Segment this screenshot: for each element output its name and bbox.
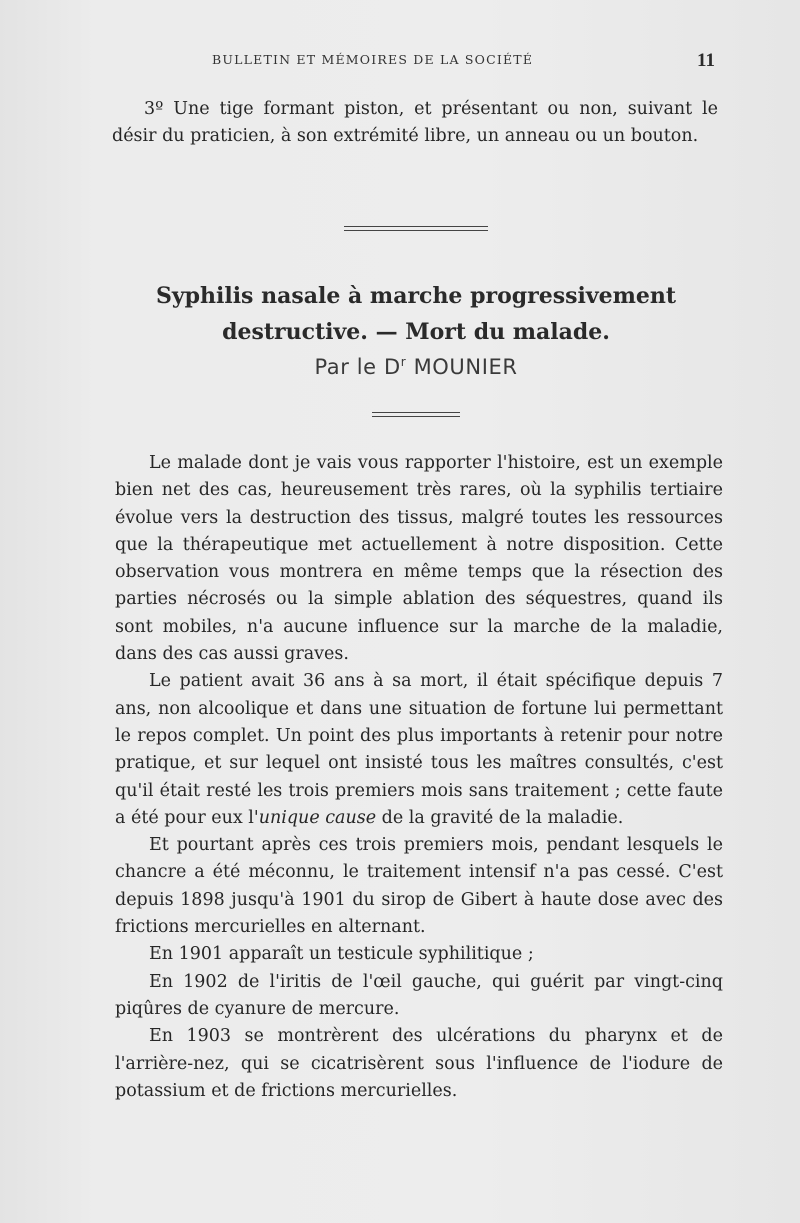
running-head: BULLETIN ET MÉMOIRES DE LA SOCIÉTÉ <box>212 52 534 67</box>
italic-phrase: unique cause <box>258 807 377 828</box>
byline-author: MOUNIER <box>406 355 518 379</box>
intro-paragraph: 3º Une tige formant piston, et présentant ou non, suivant le désir du praticien, à son extrémité libre, un anneau ou un bouton. <box>112 99 718 146</box>
body-paragraph: Et pourtant après ces trois premiers mois, pendant lesquels le chancre a été méconnu, le traitement intensif n'a pas cessé. C'est depuis 1898 jusqu'à 1901 du sirop de Gibert à haute dose avec des frictions mercurielles en alternant. <box>115 835 723 938</box>
article-byline <box>112 355 720 379</box>
article-body <box>115 450 723 1105</box>
byline-superscript: r <box>400 355 407 369</box>
body-paragraph: En 1903 se montrèrent des ulcérations du pharynx et de l'arrière-nez, qui se cicatrisèrent sous l'influence de l'iodure de potassium et de frictions mercurielles. <box>115 1026 723 1101</box>
article-title-line-1: Syphilis nasale à marche progressivement <box>155 283 677 309</box>
body-paragraph <box>115 668 723 832</box>
byline-prefix: Par le D <box>314 355 401 379</box>
title-divider <box>372 412 460 417</box>
paragraph-text: de la gravité de la maladie. <box>376 807 624 828</box>
section-divider <box>344 226 488 231</box>
page-number: 11 <box>697 50 715 71</box>
body-paragraph: En 1901 apparaît un testicule syphilitique ; <box>149 944 534 965</box>
body-paragraph: Le malade dont je vais vous rapporter l'histoire, est un exemple bien net des cas, heureusement très rares, où la syphilis tertiaire évolue vers la destruction des tissus, malgré toutes les ressources que la thérapeutique met actuellement à notre disposition. Cette observation vous montrera en même temps que la résection des parties nécrosés ou la simple ablation des séquestres, quand ils sont mobiles, n'a aucune influence sur la marche de la maladie, dans des cas aussi graves. <box>115 453 723 665</box>
body-paragraph: En 1902 de l'iritis de l'œil gauche, qui guérit par vingt-cinq piqûres de cyanure de mercure. <box>115 971 723 1019</box>
article-title-line-2: destructive. — Mort du malade. <box>222 319 610 345</box>
page-header <box>112 50 717 72</box>
paragraph-text: Le patient avait 36 ans à sa mort, il était spécifique depuis 7 ans, non alcoolique et dans une situation de fortune lui permettant le repos complet. Un point des plus importants à retenir pour notre pratique, et sur lequel ont insisté tous les maîtres consultés, c'est qu'il était resté les trois premiers mois sans traitement ; cette faute a été pour eux l' <box>115 671 723 828</box>
